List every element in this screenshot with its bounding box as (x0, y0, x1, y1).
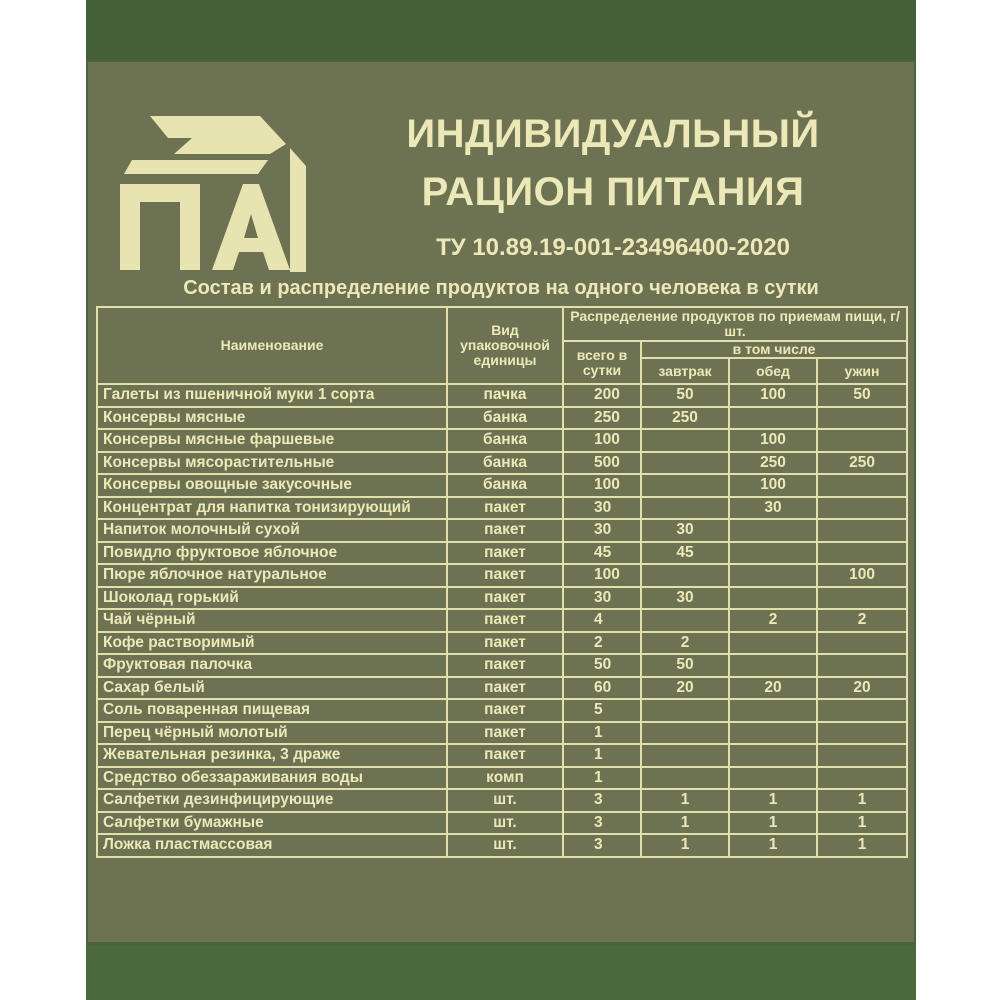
cell-pack: пакет (447, 497, 563, 520)
table-row (97, 519, 907, 542)
header-dinner: ужин (817, 358, 907, 384)
cell-total: 50 (563, 654, 641, 677)
cell-lunch (729, 722, 817, 745)
cell-lunch (729, 519, 817, 542)
table-row (97, 632, 907, 655)
cell-dinner (817, 699, 907, 722)
ration-table (96, 306, 908, 858)
cell-lunch (729, 564, 817, 587)
cell-name: Пюре яблочное натуральное (97, 564, 447, 587)
cell-breakfast: 50 (641, 384, 729, 407)
cell-breakfast (641, 474, 729, 497)
cell-breakfast (641, 452, 729, 475)
cell-dinner (817, 542, 907, 565)
cell-pack: пакет (447, 677, 563, 700)
header-breakfast: завтрак (641, 358, 729, 384)
cell-pack: комп (447, 767, 563, 790)
cell-lunch (729, 632, 817, 655)
header-pack: Вид упаковочной единицы (447, 307, 563, 384)
cell-dinner: 2 (817, 609, 907, 632)
cell-total: 250 (563, 407, 641, 430)
cell-dinner (817, 744, 907, 767)
ration-title-line1: ИНДИВИДУАЛЬНЫЙ (406, 112, 820, 156)
cell-total: 30 (563, 587, 641, 610)
cell-pack: пакет (447, 722, 563, 745)
header-including: в том числе (641, 341, 907, 358)
ration-rows (97, 384, 907, 857)
cell-pack: пакет (447, 632, 563, 655)
table-row (97, 699, 907, 722)
ration-label (88, 62, 914, 942)
cell-dinner (817, 654, 907, 677)
cell-breakfast (641, 564, 729, 587)
cell-pack: пакет (447, 654, 563, 677)
table-caption: Состав и распределение продуктов на одного человека в сутки (183, 277, 819, 299)
cell-dinner: 1 (817, 834, 907, 857)
cell-name: Галеты из пшеничной муки 1 сорта (97, 384, 447, 407)
cell-total: 45 (563, 542, 641, 565)
cell-dinner: 100 (817, 564, 907, 587)
cell-lunch: 250 (729, 452, 817, 475)
cell-dinner: 20 (817, 677, 907, 700)
header-lunch: обед (729, 358, 817, 384)
cell-lunch (729, 654, 817, 677)
cell-breakfast: 45 (641, 542, 729, 565)
cell-name: Жевательная резинка, 3 драже (97, 744, 447, 767)
cell-total: 1 (563, 767, 641, 790)
cell-dinner (817, 497, 907, 520)
table-row (97, 789, 907, 812)
cell-name: Средство обеззараживания воды (97, 767, 447, 790)
table-row (97, 812, 907, 835)
header-distribution: Распределение продуктов по приемам пищи, г/шт. (563, 307, 907, 341)
cell-dinner (817, 587, 907, 610)
cell-dinner (817, 632, 907, 655)
cell-breakfast: 30 (641, 587, 729, 610)
cell-breakfast: 1 (641, 812, 729, 835)
cell-total: 500 (563, 452, 641, 475)
cell-total: 4 (563, 609, 641, 632)
table-row (97, 384, 907, 407)
table-row (97, 677, 907, 700)
cell-name: Концентрат для напитка тонизирующий (97, 497, 447, 520)
cell-breakfast: 1 (641, 789, 729, 812)
cell-lunch (729, 542, 817, 565)
cell-pack: шт. (447, 834, 563, 857)
cell-breakfast (641, 699, 729, 722)
cell-dinner: 1 (817, 789, 907, 812)
cell-pack: пачка (447, 384, 563, 407)
cell-lunch: 2 (729, 609, 817, 632)
cell-lunch (729, 407, 817, 430)
cell-lunch (729, 767, 817, 790)
cell-lunch: 1 (729, 789, 817, 812)
cell-name: Шоколад горький (97, 587, 447, 610)
cell-lunch: 100 (729, 429, 817, 452)
cell-lunch: 30 (729, 497, 817, 520)
cell-total: 200 (563, 384, 641, 407)
header-name: Наименование (97, 307, 447, 384)
cell-name: Кофе растворимый (97, 632, 447, 655)
cell-pack: пакет (447, 587, 563, 610)
cell-pack: шт. (447, 789, 563, 812)
cell-total: 3 (563, 812, 641, 835)
table-row (97, 722, 907, 745)
cell-pack: шт. (447, 812, 563, 835)
cell-name: Консервы овощные закусочные (97, 474, 447, 497)
cell-name: Консервы мясные (97, 407, 447, 430)
cell-total: 100 (563, 564, 641, 587)
table-row (97, 407, 907, 430)
cell-pack: пакет (447, 542, 563, 565)
cell-breakfast (641, 429, 729, 452)
cell-breakfast: 250 (641, 407, 729, 430)
table-row (97, 497, 907, 520)
cell-pack: пакет (447, 564, 563, 587)
cell-name: Напиток молочный сухой (97, 519, 447, 542)
cell-pack: банка (447, 474, 563, 497)
cell-lunch: 100 (729, 474, 817, 497)
package-bottom-edge (86, 945, 916, 1000)
table-row (97, 609, 907, 632)
cell-dinner: 1 (817, 812, 907, 835)
cell-breakfast: 30 (641, 519, 729, 542)
pa-logo (118, 110, 308, 280)
cell-total: 30 (563, 519, 641, 542)
cell-breakfast (641, 722, 729, 745)
table-row (97, 654, 907, 677)
cell-total: 1 (563, 744, 641, 767)
cell-lunch: 100 (729, 384, 817, 407)
cell-name: Салфетки дезинфицирующие (97, 789, 447, 812)
cell-pack: пакет (447, 609, 563, 632)
cell-breakfast (641, 609, 729, 632)
cell-pack: пакет (447, 519, 563, 542)
cell-total: 3 (563, 834, 641, 857)
cell-lunch (729, 587, 817, 610)
cell-total: 30 (563, 497, 641, 520)
table-row (97, 587, 907, 610)
cell-pack: банка (447, 452, 563, 475)
cell-breakfast (641, 767, 729, 790)
cell-dinner (817, 407, 907, 430)
spec-code: ТУ 10.89.19-001-23496400-2020 (436, 234, 790, 261)
cell-total: 1 (563, 722, 641, 745)
cell-dinner: 50 (817, 384, 907, 407)
table-row (97, 564, 907, 587)
cell-total: 60 (563, 677, 641, 700)
cell-name: Консервы мясные фаршевые (97, 429, 447, 452)
ration-title-line2: РАЦИОН ПИТАНИЯ (421, 170, 805, 214)
cell-breakfast: 50 (641, 654, 729, 677)
cell-name: Салфетки бумажные (97, 812, 447, 835)
cell-total: 2 (563, 632, 641, 655)
table-row (97, 744, 907, 767)
cell-breakfast (641, 497, 729, 520)
cell-dinner (817, 722, 907, 745)
cell-lunch: 1 (729, 812, 817, 835)
cell-pack: пакет (447, 699, 563, 722)
package-top-edge (86, 0, 916, 60)
table-row (97, 834, 907, 857)
cell-breakfast: 2 (641, 632, 729, 655)
cell-pack: банка (447, 429, 563, 452)
cell-breakfast (641, 744, 729, 767)
cell-lunch (729, 744, 817, 767)
cell-total: 5 (563, 699, 641, 722)
cell-dinner (817, 429, 907, 452)
cell-name: Фруктовая палочка (97, 654, 447, 677)
cell-total: 3 (563, 789, 641, 812)
table-row (97, 452, 907, 475)
cell-name: Соль поваренная пищевая (97, 699, 447, 722)
cell-name: Ложка пластмассовая (97, 834, 447, 857)
cell-name: Перец чёрный молотый (97, 722, 447, 745)
cell-lunch: 20 (729, 677, 817, 700)
cell-name: Консервы мясорастительные (97, 452, 447, 475)
cell-breakfast: 20 (641, 677, 729, 700)
cell-name: Чай чёрный (97, 609, 447, 632)
cell-pack: банка (447, 407, 563, 430)
cell-dinner (817, 767, 907, 790)
table-row (97, 429, 907, 452)
cell-total: 100 (563, 429, 641, 452)
cell-pack: пакет (447, 744, 563, 767)
table-row (97, 542, 907, 565)
cell-breakfast: 1 (641, 834, 729, 857)
cell-dinner: 250 (817, 452, 907, 475)
header-total: всего в сутки (563, 341, 641, 384)
cell-dinner (817, 474, 907, 497)
table-row (97, 767, 907, 790)
cell-name: Повидло фруктовое яблочное (97, 542, 447, 565)
cell-total: 100 (563, 474, 641, 497)
table-row (97, 474, 907, 497)
cell-dinner (817, 519, 907, 542)
cell-name: Сахар белый (97, 677, 447, 700)
cell-lunch: 1 (729, 834, 817, 857)
cell-lunch (729, 699, 817, 722)
